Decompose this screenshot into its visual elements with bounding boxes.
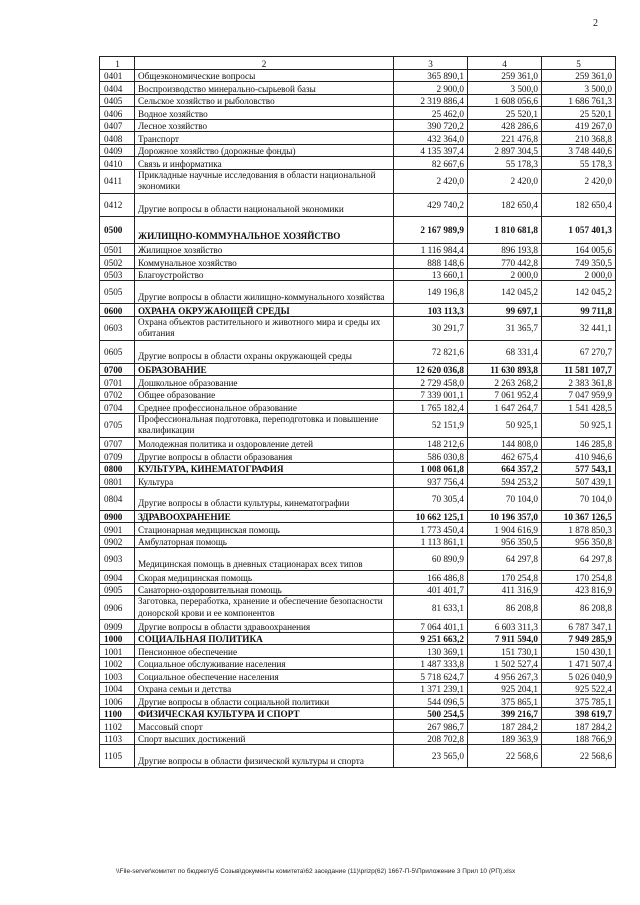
row-name: Другие вопросы в области социальной политики [135, 695, 394, 708]
row-value-col5: 6 787 347,1 [542, 620, 616, 633]
row-value-col3: 1 487 333,8 [394, 657, 468, 670]
row-name: Дошкольное образование [135, 376, 394, 389]
row-code: 0906 [100, 596, 135, 620]
table-row [100, 745, 616, 768]
table-row [100, 645, 616, 658]
row-value-col5: 2 383 361,8 [542, 376, 616, 389]
row-value-col5: 70 104,0 [542, 487, 616, 510]
row-code: 0700 [100, 363, 135, 376]
row-name: Прикладные научные исследования в области национальной экономики [135, 169, 394, 193]
row-value-col3: 166 486,8 [394, 571, 468, 584]
row-value-col3: 149 196,8 [394, 281, 468, 304]
row-name: ЖИЛИЩНО-КОММУНАЛЬНОЕ ХОЗЯЙСТВО [135, 216, 394, 243]
table-row [100, 107, 616, 120]
row-value-col4: 22 568,6 [468, 745, 542, 768]
row-code: 1006 [100, 695, 135, 708]
row-name: Коммунальное хозяйство [135, 256, 394, 269]
row-value-col4: 99 697,1 [468, 304, 542, 317]
table-row [100, 132, 616, 145]
row-name: Среднее профессиональное образование [135, 401, 394, 414]
row-value-col4: 7 911 594,0 [468, 632, 542, 645]
row-value-col5: 749 350,5 [542, 256, 616, 269]
row-value-col3: 2 319 886,4 [394, 94, 468, 107]
row-name: Профессиональная подготовка, переподготовка и повышение квалификации [135, 413, 394, 437]
row-value-col4: 221 476,8 [468, 132, 542, 145]
row-value-col3: 2 729 458,0 [394, 376, 468, 389]
row-name: Другие вопросы в области образования [135, 450, 394, 463]
table-row [100, 475, 616, 488]
table-row [100, 94, 616, 107]
row-value-col3: 544 096,5 [394, 695, 468, 708]
row-value-col5: 182 650,4 [542, 193, 616, 216]
row-value-col5: 7 047 959,9 [542, 388, 616, 401]
row-value-col5: 10 367 126,5 [542, 510, 616, 523]
row-value-col5: 3 748 440,6 [542, 144, 616, 157]
row-code: 0900 [100, 510, 135, 523]
table-row [100, 144, 616, 157]
row-value-col3: 7 339 001,1 [394, 388, 468, 401]
row-code: 0704 [100, 401, 135, 414]
row-value-col5: 1 878 850,3 [542, 523, 616, 536]
row-value-col4: 7 061 952,4 [468, 388, 542, 401]
row-code: 0701 [100, 376, 135, 389]
row-code: 1103 [100, 732, 135, 745]
row-value-col3: 25 462,0 [394, 107, 468, 120]
row-name: ОБРАЗОВАНИЕ [135, 363, 394, 376]
row-value-col3: 2 167 989,9 [394, 216, 468, 243]
row-code: 0502 [100, 256, 135, 269]
table-row [100, 376, 616, 389]
row-value-col4: 594 253,2 [468, 475, 542, 488]
row-value-col5: 11 581 107,7 [542, 363, 616, 376]
row-code: 0407 [100, 119, 135, 132]
table-row [100, 413, 616, 437]
row-value-col3: 365 890,1 [394, 69, 468, 82]
row-value-col4: 462 675,4 [468, 450, 542, 463]
row-value-col5: 32 441,1 [542, 316, 616, 340]
row-value-col4: 411 316,9 [468, 583, 542, 596]
row-value-col3: 1 113 861,1 [394, 535, 468, 548]
row-value-col3: 586 030,8 [394, 450, 468, 463]
row-code: 0500 [100, 216, 135, 243]
table-row [100, 695, 616, 708]
row-name: Жилищное хозяйство [135, 243, 394, 256]
row-name: Благоустройство [135, 268, 394, 281]
row-value-col3: 23 565,0 [394, 745, 468, 768]
row-code: 0705 [100, 413, 135, 437]
row-value-col4: 11 630 893,8 [468, 363, 542, 376]
row-value-col4: 1 904 616,9 [468, 523, 542, 536]
row-name: Другие вопросы в области физической культуры и спорта [135, 745, 394, 768]
table-row [100, 401, 616, 414]
row-name: Стационарная медицинская помощь [135, 523, 394, 536]
row-code: 0410 [100, 157, 135, 170]
row-code: 0501 [100, 243, 135, 256]
row-value-col3: 148 212,6 [394, 437, 468, 450]
row-value-col4: 144 808,0 [468, 437, 542, 450]
row-code: 1105 [100, 745, 135, 768]
page-number: 2 [593, 18, 598, 29]
row-name: Общеэкономические вопросы [135, 69, 394, 82]
row-code: 0505 [100, 281, 135, 304]
header-col-1: 1 [100, 57, 135, 70]
row-value-col3: 888 148,6 [394, 256, 468, 269]
row-value-col3: 52 151,9 [394, 413, 468, 437]
row-value-col4: 187 284,2 [468, 720, 542, 733]
row-code: 0406 [100, 107, 135, 120]
table-row [100, 193, 616, 216]
row-value-col3: 82 667,6 [394, 157, 468, 170]
row-value-col5: 210 368,8 [542, 132, 616, 145]
row-value-col3: 208 702,8 [394, 732, 468, 745]
row-name: Охрана семьи и детства [135, 682, 394, 695]
row-value-col4: 86 208,8 [468, 596, 542, 620]
row-value-col4: 428 286,6 [468, 119, 542, 132]
row-code: 0412 [100, 193, 135, 216]
row-name: Пенсионное обеспечение [135, 645, 394, 658]
table-row [100, 707, 616, 720]
row-value-col5: 67 270,7 [542, 340, 616, 363]
row-value-col5: 142 045,2 [542, 281, 616, 304]
header-col-5: 5 [542, 57, 616, 70]
table-row [100, 256, 616, 269]
row-code: 0801 [100, 475, 135, 488]
row-name: Спорт высших достижений [135, 732, 394, 745]
row-value-col5: 187 284,2 [542, 720, 616, 733]
table-row [100, 657, 616, 670]
row-name: Воспроизводство минерально-сырьевой базы [135, 82, 394, 95]
row-value-col5: 170 254,8 [542, 571, 616, 584]
row-name: Общее образование [135, 388, 394, 401]
table-row [100, 571, 616, 584]
row-value-col5: 188 766,9 [542, 732, 616, 745]
row-value-col5: 64 297,8 [542, 548, 616, 571]
row-value-col5: 925 522,4 [542, 682, 616, 695]
row-name: Охрана объектов растительного и животного мира и среды их обитания [135, 316, 394, 340]
row-name: Водное хозяйство [135, 107, 394, 120]
row-value-col4: 2 263 268,2 [468, 376, 542, 389]
row-code: 0804 [100, 487, 135, 510]
row-value-col3: 70 305,4 [394, 487, 468, 510]
row-value-col5: 1 057 401,3 [542, 216, 616, 243]
row-value-col3: 13 660,1 [394, 268, 468, 281]
row-code: 1002 [100, 657, 135, 670]
row-name: Скорая медицинская помощь [135, 571, 394, 584]
row-value-col4: 2 000,0 [468, 268, 542, 281]
row-value-col3: 103 113,3 [394, 304, 468, 317]
row-name: Дорожное хозяйство (дорожные фонды) [135, 144, 394, 157]
row-value-col3: 1 116 984,4 [394, 243, 468, 256]
table-row [100, 720, 616, 733]
row-value-col4: 2 420,0 [468, 169, 542, 193]
row-value-col5: 1 686 761,3 [542, 94, 616, 107]
row-value-col4: 4 956 267,3 [468, 670, 542, 683]
row-value-col3: 81 633,1 [394, 596, 468, 620]
row-value-col5: 99 711,8 [542, 304, 616, 317]
row-code: 0800 [100, 462, 135, 475]
row-name: ФИЗИЧЕСКАЯ КУЛЬТУРА И СПОРТ [135, 707, 394, 720]
table-row [100, 632, 616, 645]
row-name: Культура [135, 475, 394, 488]
row-code: 1000 [100, 632, 135, 645]
row-value-col4: 68 331,4 [468, 340, 542, 363]
row-code: 0901 [100, 523, 135, 536]
row-value-col4: 151 730,1 [468, 645, 542, 658]
row-value-col4: 2 897 304,5 [468, 144, 542, 157]
row-value-col5: 5 026 040,9 [542, 670, 616, 683]
header-col-3: 3 [394, 57, 468, 70]
row-value-col5: 410 946,6 [542, 450, 616, 463]
table-row [100, 69, 616, 82]
row-value-col4: 70 104,0 [468, 487, 542, 510]
row-value-col3: 1 765 182,4 [394, 401, 468, 414]
row-value-col5: 2 420,0 [542, 169, 616, 193]
row-code: 0709 [100, 450, 135, 463]
table-row [100, 510, 616, 523]
row-value-col3: 1 773 450,4 [394, 523, 468, 536]
table-header-row [100, 57, 616, 70]
table-row [100, 388, 616, 401]
row-name: Другие вопросы в области здравоохранения [135, 620, 394, 633]
row-name: Другие вопросы в области культуры, кинематографии [135, 487, 394, 510]
row-code: 0409 [100, 144, 135, 157]
row-value-col3: 937 756,4 [394, 475, 468, 488]
table-row [100, 596, 616, 620]
row-value-col5: 146 285,8 [542, 437, 616, 450]
row-code: 1001 [100, 645, 135, 658]
row-value-col3: 1 371 239,1 [394, 682, 468, 695]
row-name: ОХРАНА ОКРУЖАЮЩЕЙ СРЕДЫ [135, 304, 394, 317]
row-code: 0707 [100, 437, 135, 450]
table-row [100, 216, 616, 243]
table-row [100, 583, 616, 596]
row-value-col3: 1 008 061,8 [394, 462, 468, 475]
row-value-col5: 1 541 428,5 [542, 401, 616, 414]
table-row [100, 82, 616, 95]
row-name: Медицинская помощь в дневных стационарах всех типов [135, 548, 394, 571]
row-value-col3: 267 986,7 [394, 720, 468, 733]
row-value-col4: 55 178,3 [468, 157, 542, 170]
row-name: Амбулаторная помощь [135, 535, 394, 548]
row-code: 0902 [100, 535, 135, 548]
table-row [100, 548, 616, 571]
row-value-col4: 925 204,1 [468, 682, 542, 695]
row-name: Другие вопросы в области национальной экономики [135, 193, 394, 216]
budget-table [99, 56, 616, 768]
row-value-col5: 55 178,3 [542, 157, 616, 170]
table-row [100, 268, 616, 281]
row-value-col4: 770 442,8 [468, 256, 542, 269]
row-value-col5: 398 619,7 [542, 707, 616, 720]
row-value-col3: 2 900,0 [394, 82, 468, 95]
table-row [100, 523, 616, 536]
row-name: Массовый спорт [135, 720, 394, 733]
row-value-col4: 399 216,7 [468, 707, 542, 720]
row-name: Другие вопросы в области охраны окружающей среды [135, 340, 394, 363]
row-value-col4: 1 502 527,4 [468, 657, 542, 670]
row-value-col4: 664 357,2 [468, 462, 542, 475]
row-code: 0702 [100, 388, 135, 401]
row-value-col3: 60 890,9 [394, 548, 468, 571]
table-row [100, 119, 616, 132]
row-value-col3: 130 369,1 [394, 645, 468, 658]
row-value-col5: 419 267,0 [542, 119, 616, 132]
row-value-col4: 170 254,8 [468, 571, 542, 584]
row-value-col4: 375 865,1 [468, 695, 542, 708]
file-path-footer: \\File-server\комитет по бюджету\5 Созыв\документы комитета\62 заседание (11)\prizp(62) 1667-П-5\Приложение 3 Прил 10 (РП).xlsx [116, 868, 516, 875]
row-value-col5: 507 439,1 [542, 475, 616, 488]
row-value-col4: 10 196 357,0 [468, 510, 542, 523]
row-name: Заготовка, переработка, хранение и обеспечение безопасности донорской крови и ее компонентов [135, 596, 394, 620]
row-name: СОЦИАЛЬНАЯ ПОЛИТИКА [135, 632, 394, 645]
row-code: 1003 [100, 670, 135, 683]
row-value-col3: 72 821,6 [394, 340, 468, 363]
row-name: КУЛЬТУРА, КИНЕМАТОГРАФИЯ [135, 462, 394, 475]
row-value-col3: 5 718 624,7 [394, 670, 468, 683]
row-name: Транспорт [135, 132, 394, 145]
row-code: 0909 [100, 620, 135, 633]
row-value-col4: 259 361,0 [468, 69, 542, 82]
row-value-col3: 4 135 397,4 [394, 144, 468, 157]
row-value-col5: 956 350,8 [542, 535, 616, 548]
row-value-col5: 3 500,0 [542, 82, 616, 95]
row-value-col4: 896 193,8 [468, 243, 542, 256]
row-value-col4: 31 365,7 [468, 316, 542, 340]
row-value-col5: 2 000,0 [542, 268, 616, 281]
row-name: Связь и информатика [135, 157, 394, 170]
row-name: Лесное хозяйство [135, 119, 394, 132]
row-value-col4: 956 350,5 [468, 535, 542, 548]
row-value-col4: 1 608 056,6 [468, 94, 542, 107]
row-value-col4: 1 810 681,8 [468, 216, 542, 243]
row-value-col5: 86 208,8 [542, 596, 616, 620]
table-row [100, 535, 616, 548]
table-row [100, 682, 616, 695]
row-name: Социальное обслуживание населения [135, 657, 394, 670]
row-code: 1102 [100, 720, 135, 733]
row-value-col5: 259 361,0 [542, 69, 616, 82]
row-value-col3: 401 401,7 [394, 583, 468, 596]
row-value-col5: 423 816,9 [542, 583, 616, 596]
table-row [100, 304, 616, 317]
row-value-col3: 390 720,2 [394, 119, 468, 132]
row-code: 0603 [100, 316, 135, 340]
row-value-col5: 1 471 507,4 [542, 657, 616, 670]
row-value-col3: 429 740,2 [394, 193, 468, 216]
row-code: 0503 [100, 268, 135, 281]
row-value-col4: 25 520,1 [468, 107, 542, 120]
row-code: 0408 [100, 132, 135, 145]
row-code: 1100 [100, 707, 135, 720]
row-name: Санаторно-оздоровительная помощь [135, 583, 394, 596]
row-name: ЗДРАВООХРАНЕНИЕ [135, 510, 394, 523]
row-value-col3: 432 364,0 [394, 132, 468, 145]
table-row [100, 363, 616, 376]
row-code: 0904 [100, 571, 135, 584]
row-code: 0405 [100, 94, 135, 107]
row-value-col4: 3 500,0 [468, 82, 542, 95]
row-code: 0905 [100, 583, 135, 596]
row-value-col5: 22 568,6 [542, 745, 616, 768]
row-value-col5: 577 543,1 [542, 462, 616, 475]
row-value-col3: 9 251 663,2 [394, 632, 468, 645]
table-row [100, 670, 616, 683]
row-value-col5: 50 925,1 [542, 413, 616, 437]
row-value-col5: 150 430,1 [542, 645, 616, 658]
table-row [100, 281, 616, 304]
table-row [100, 462, 616, 475]
row-value-col4: 64 297,8 [468, 548, 542, 571]
row-value-col4: 189 363,9 [468, 732, 542, 745]
table-row [100, 732, 616, 745]
row-value-col3: 12 620 036,8 [394, 363, 468, 376]
table-row [100, 243, 616, 256]
row-value-col4: 142 045,2 [468, 281, 542, 304]
header-col-4: 4 [468, 57, 542, 70]
table-row [100, 437, 616, 450]
row-value-col3: 2 420,0 [394, 169, 468, 193]
row-value-col5: 25 520,1 [542, 107, 616, 120]
row-value-col5: 375 785,1 [542, 695, 616, 708]
row-name: Сельское хозяйство и рыболовство [135, 94, 394, 107]
row-value-col4: 182 650,4 [468, 193, 542, 216]
table-row [100, 157, 616, 170]
row-name: Другие вопросы в области жилищно-коммунального хозяйства [135, 281, 394, 304]
row-value-col3: 30 291,7 [394, 316, 468, 340]
row-code: 0411 [100, 169, 135, 193]
row-value-col4: 50 925,1 [468, 413, 542, 437]
row-name: Молодежная политика и оздоровление детей [135, 437, 394, 450]
table-row [100, 487, 616, 510]
row-value-col3: 500 254,5 [394, 707, 468, 720]
row-value-col3: 10 662 125,1 [394, 510, 468, 523]
table-row [100, 340, 616, 363]
table-row [100, 620, 616, 633]
row-code: 0903 [100, 548, 135, 571]
row-value-col3: 7 064 401,1 [394, 620, 468, 633]
row-value-col4: 1 647 264,7 [468, 401, 542, 414]
table-row [100, 450, 616, 463]
row-code: 1004 [100, 682, 135, 695]
row-value-col4: 6 603 311,3 [468, 620, 542, 633]
row-code: 0404 [100, 82, 135, 95]
row-value-col5: 7 949 285,9 [542, 632, 616, 645]
row-name: Социальное обеспечение населения [135, 670, 394, 683]
table-row [100, 169, 616, 193]
header-col-2: 2 [135, 57, 394, 70]
table-row [100, 316, 616, 340]
row-code: 0600 [100, 304, 135, 317]
row-value-col5: 164 005,6 [542, 243, 616, 256]
row-code: 0401 [100, 69, 135, 82]
row-code: 0605 [100, 340, 135, 363]
